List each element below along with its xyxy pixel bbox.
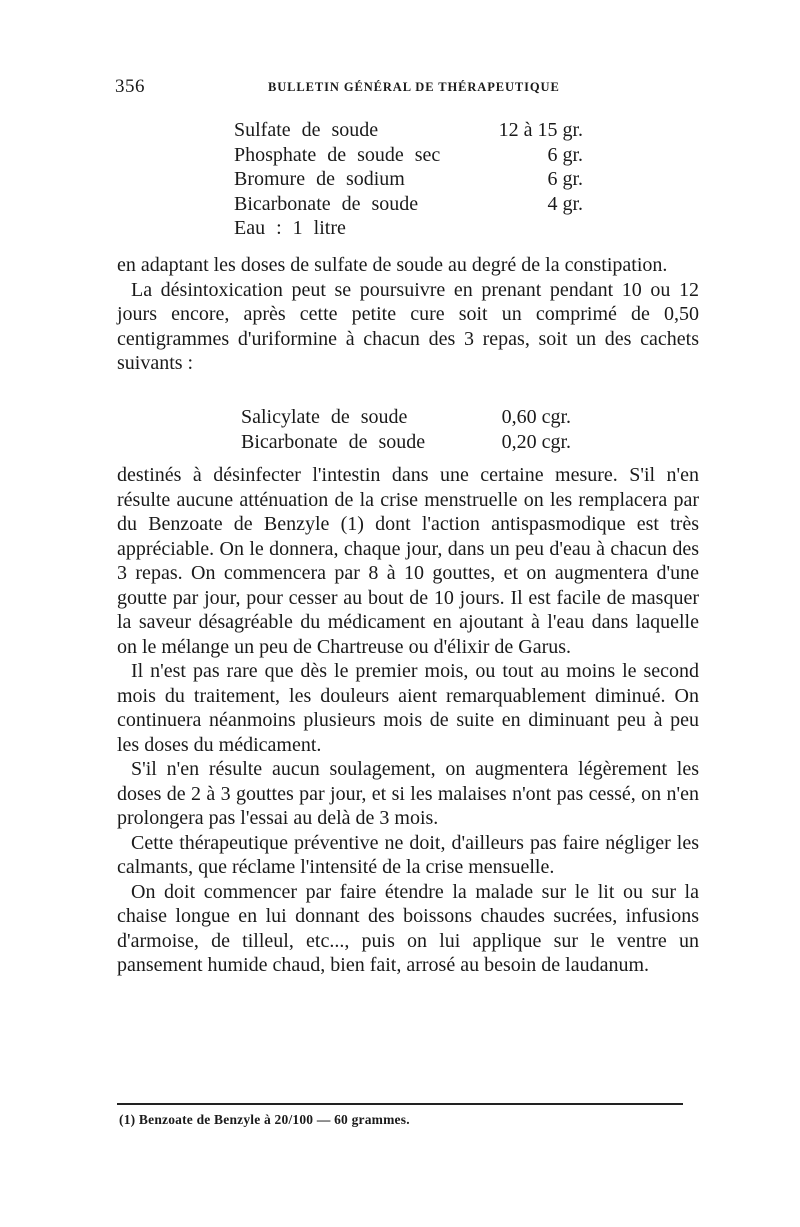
paragraph: en adaptant les doses de sulfate de soude au degré de la constipation. bbox=[117, 254, 668, 276]
paragraph: La désintoxication peut se poursuivre en prenant pendant 10 ou 12 jours encore, après cette petite cure soit un comprimé de 0,50 centigrammes d'uriformine à chacun des 3 repas, soit un des cachets suivants : bbox=[117, 278, 699, 374]
prescription-row bbox=[234, 143, 583, 168]
ingredient-name: Salicylate de soude bbox=[241, 406, 408, 428]
paragraph: destinés à désinfecter l'intestin dans une certaine mesure. S'il n'en résulte aucune atténuation de la crise menstruelle on les remplacera par du Benzoate de Benzyle (1) dont l'action antispasmodique est très appréciable. On le donnera, chaque jour, dans un peu d'eau à chacun des 3 repas. On commencera par 8 à 10 gouttes, et on augmentera d'une goutte par jour, pour cesser au bout de 10 jours. Il est facile de masquer la saveur désagréable du médicament en ajoutant à l'eau dans laquelle on le mélange un peu de Chartreuse ou d'élixir de Garus. bbox=[117, 464, 699, 658]
prescription-row bbox=[241, 405, 571, 430]
paragraph: S'il n'en résulte aucun soulagement, on augmentera légèrement les doses de 2 à 3 gouttes par jour, et si les malaises n'ont pas cessé, on n'en prolongera pas l'essai au delà de 3 mois. bbox=[117, 758, 699, 829]
prescription-row bbox=[234, 167, 583, 192]
ingredient-name: Bromure de sodium bbox=[234, 168, 405, 190]
ingredient-dose: 0,60 cgr. bbox=[501, 406, 571, 428]
ingredient-name: Phosphate de soude sec bbox=[234, 143, 441, 166]
footnote-divider bbox=[117, 1103, 683, 1105]
ingredient-name: Bicarbonate de soude bbox=[234, 192, 419, 215]
ingredient-dose: 4 gr. bbox=[547, 192, 583, 215]
body-text-block-2 bbox=[117, 463, 699, 978]
ingredient-name: Bicarbonate de soude bbox=[241, 430, 426, 453]
page-header bbox=[115, 76, 695, 102]
ingredient-name: Sulfate de soude bbox=[234, 119, 379, 141]
running-title: BULLETIN GÉNÉRAL DE THÉRAPEUTIQUE bbox=[268, 80, 560, 94]
footnote: (1) Benzoate de Benzyle à 20/100 — 60 grammes. bbox=[119, 1112, 410, 1127]
body-text-block-1 bbox=[117, 253, 699, 376]
prescription-list-1 bbox=[234, 118, 583, 241]
prescription-row bbox=[234, 192, 583, 217]
prescription-row bbox=[234, 216, 583, 241]
ingredient-name: Eau : 1 litre bbox=[234, 217, 346, 239]
paragraph: On doit commencer par faire étendre la malade sur le lit ou sur la chaise longue en lui donnant des boissons chaudes sucrées, infusions d'armoise, de tilleul, etc..., puis on lui applique sur le ventre un pansement humide chaud, bien fait, arrosé au besoin de laudanum. bbox=[117, 880, 699, 976]
ingredient-dose: 12 à 15 gr. bbox=[498, 119, 583, 141]
paragraph: Il n'est pas rare que dès le premier mois, ou tout au moins le second mois du traitement, les douleurs aient remarquablement diminué. On continuera néanmoins plusieurs mois de suite en diminuant peu à peu les doses du médicament. bbox=[117, 660, 699, 756]
page-number: 356 bbox=[115, 76, 145, 97]
prescription-row bbox=[241, 430, 571, 455]
prescription-row bbox=[234, 118, 583, 143]
ingredient-dose: 6 gr. bbox=[547, 143, 583, 166]
prescription-list-2 bbox=[241, 405, 571, 454]
ingredient-dose: 6 gr. bbox=[547, 168, 583, 190]
ingredient-dose: 0,20 cgr. bbox=[501, 430, 571, 453]
paragraph: Cette thérapeutique préventive ne doit, d'ailleurs pas faire négliger les calmants, que réclame l'intensité de la crise mensuelle. bbox=[117, 831, 699, 878]
